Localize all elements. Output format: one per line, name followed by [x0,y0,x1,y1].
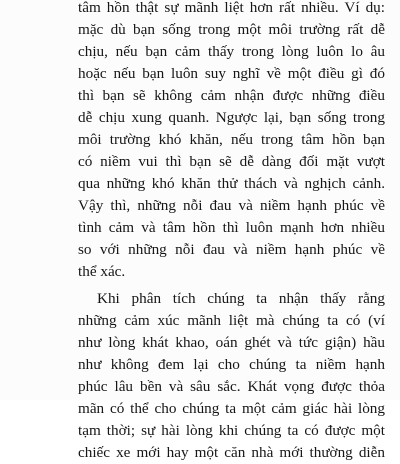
text-line: những cảm xúc mãnh liệt mà chúng ta có (ví [78,312,385,329]
text-line: có niềm vui thì bạn sẽ dễ dàng đối mặt vượt [78,153,385,170]
text-line: qua những khó khăn thử thách và nghịch cảnh. [78,175,385,192]
text-line: tạm thời; sự hài lòng khi chúng ta có được một [78,422,385,439]
text-line: phúc lâu bền và sâu sắc. Khát vọng được thỏa [78,378,385,395]
text-line: chịu, nếu bạn cảm thấy trong lòng luôn lo âu [78,43,385,60]
text-line: thể xác. [78,263,126,280]
text-line: như không đem lại cho chúng ta niềm hạnh [78,356,385,373]
text-line: tình cảm và tâm hồn thì luôn mạnh hơn nhiều [78,219,385,236]
text-line: môi trường khó khăn, nếu trong tâm hồn bạn [78,131,385,148]
text-line: chiếc xe mới hay một căn nhà mới thường diễn [78,444,385,461]
text-line: tâm hồn thật sự mãnh liệt hơn rất nhiều. Ví dụ: [78,0,385,16]
text-line: so với những nỗi đau và niềm hạnh phúc về [78,241,385,258]
text-line: hoặc nếu bạn luôn suy nghĩ về một điều gì đó [78,65,385,82]
text-line: thì bạn sẽ không cảm nhận được những điều [78,87,385,104]
text-line: mãn có thể cho chúng ta một cảm giác hài lòng [78,400,385,417]
text-line: Khi phân tích chúng ta nhận thấy rằng [97,290,385,307]
text-line: dễ chịu xung quanh. Ngược lại, bạn sống trong [78,109,385,126]
text-line: mặc dù bạn sống trong một môi trường rất dễ [78,21,385,38]
text-line: Vậy thì, những nỗi đau và niềm hạnh phúc về [78,197,385,214]
text-line: như lòng khát khao, oán ghét và tức giận) hầu [78,334,385,351]
